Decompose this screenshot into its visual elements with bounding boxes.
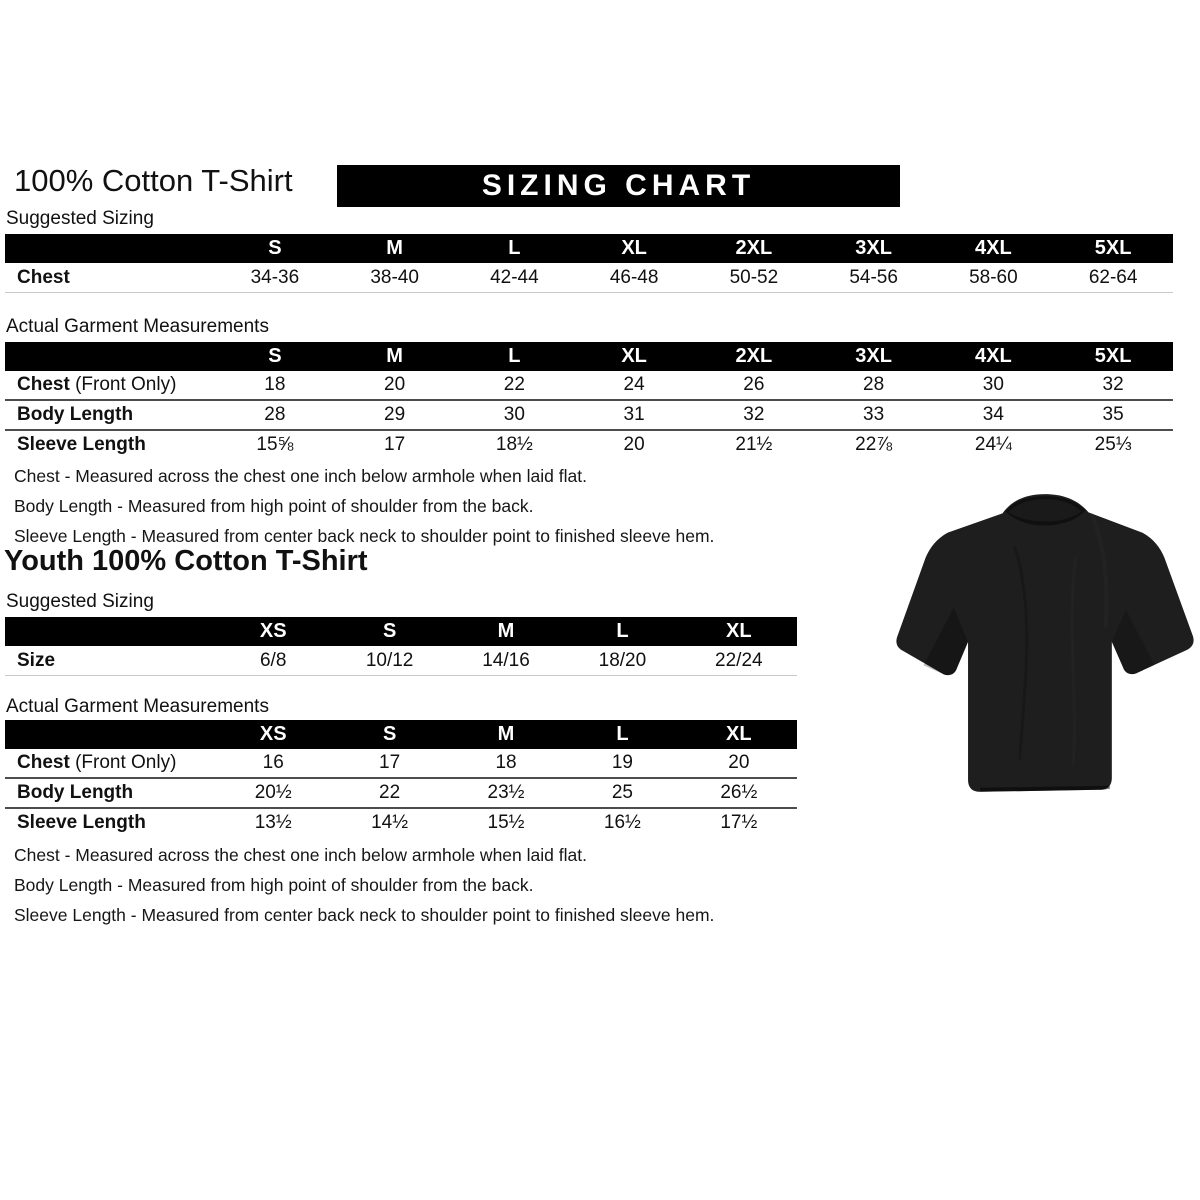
measurement-cell: 23½ [487, 782, 525, 803]
note-body-length: Body Length - Measured from high point of shoulder from the back. [14, 496, 534, 516]
measurement-cell: 34-36 [250, 266, 300, 288]
measurement-row [5, 807, 797, 837]
measurement-cell: 35 [1102, 404, 1124, 425]
measurement-row [5, 263, 1173, 293]
measurement-row [5, 749, 797, 777]
size-column-header: M [497, 723, 515, 745]
measurement-cell: 17 [384, 434, 406, 455]
note-chest: Chest - Measured across the chest one inch below armhole when laid flat. [14, 845, 587, 865]
adult-suggested-sizing-table [5, 234, 1173, 293]
size-column-header: M [497, 620, 515, 642]
measurement-row [5, 371, 1173, 399]
note-sleeve-length: Sleeve Length - Measured from center back neck to shoulder point to finished sleeve hem. [14, 526, 715, 546]
measurement-cell: 26½ [720, 782, 758, 803]
row-label: Sleeve Length [17, 812, 146, 833]
measurement-cell: 10/12 [365, 649, 414, 671]
measurement-cell: 18½ [495, 434, 533, 455]
measurement-cell: 21½ [735, 434, 773, 455]
measurement-cell: 24¼ [974, 434, 1012, 455]
measurement-cell: 20 [728, 752, 750, 773]
measurement-cell: 25⅓ [1094, 434, 1132, 455]
size-column-header: S [268, 345, 282, 367]
size-column-header: 5XL [1094, 237, 1132, 259]
row-label: Chest (Front Only) [17, 752, 177, 773]
size-column-header: S [382, 723, 397, 745]
size-column-header: M [386, 237, 403, 259]
size-column-header: XL [621, 237, 647, 259]
measurement-cell: 22⅞ [855, 434, 893, 455]
measurement-cell: 38-40 [370, 266, 419, 288]
sizing-chart-banner [337, 165, 900, 207]
size-column-header: XL [726, 620, 752, 642]
t-shirt-graphic [893, 486, 1197, 808]
measurement-cell: 22/24 [715, 649, 763, 671]
size-column-header: XS [259, 620, 287, 642]
size-column-header: XS [259, 723, 287, 745]
youth-measurement-notes [14, 840, 714, 930]
youth-suggested-sizing-heading: Suggested Sizing [6, 591, 154, 612]
measurement-row [5, 646, 797, 676]
size-column-header: XL [621, 345, 647, 367]
measurement-row [5, 429, 1173, 459]
measurement-cell: 32 [743, 404, 765, 425]
measurement-cell: 17 [379, 752, 401, 773]
size-column-header: L [616, 723, 629, 745]
measurement-cell: 19 [611, 752, 633, 773]
measurement-cell: 31 [623, 404, 645, 425]
youth-section-title: Youth 100% Cotton T-Shirt [4, 545, 368, 577]
measurement-row [5, 399, 1173, 429]
size-header-row [5, 720, 797, 749]
row-label: Size [17, 649, 56, 671]
size-column-header: M [386, 345, 403, 367]
youth-actual-measurements-heading: Actual Garment Measurements [6, 696, 269, 717]
measurement-cell: 30 [982, 374, 1004, 395]
row-label: Body Length [17, 782, 134, 803]
measurement-cell: 26 [743, 374, 765, 395]
page-title: 100% Cotton T-Shirt [14, 163, 293, 198]
row-label: Chest [17, 266, 70, 288]
measurement-cell: 18 [495, 752, 517, 773]
size-column-header: L [508, 237, 521, 259]
measurement-cell: 15⅝ [256, 434, 294, 455]
note-body-length: Body Length - Measured from high point of shoulder from the back. [14, 875, 534, 895]
size-column-header: 3XL [855, 345, 892, 367]
size-header-row [5, 342, 1173, 371]
measurement-cell: 32 [1102, 374, 1124, 395]
measurement-cell: 22 [503, 374, 525, 395]
measurement-row [5, 777, 797, 807]
measurement-cell: 33 [863, 404, 885, 425]
size-column-header: XL [726, 723, 752, 745]
measurement-cell: 29 [384, 404, 406, 425]
measurement-cell: 24 [623, 374, 645, 395]
measurement-cell: 14/16 [482, 649, 530, 671]
measurement-cell: 28 [264, 404, 286, 425]
row-label: Body Length [17, 404, 134, 425]
t-shirt-image [893, 486, 1197, 808]
measurement-cell: 50-52 [729, 266, 779, 288]
measurement-cell: 13½ [254, 812, 292, 833]
measurement-cell: 25 [611, 782, 633, 803]
size-column-header: 2XL [735, 237, 773, 259]
measurement-cell: 22 [379, 782, 401, 803]
measurement-cell: 30 [503, 404, 525, 425]
measurement-cell: 28 [863, 374, 885, 395]
size-header-row [5, 617, 797, 646]
size-column-header: 3XL [855, 237, 892, 259]
youth-actual-measurements-table [5, 720, 797, 837]
measurement-cell: 18 [264, 374, 286, 395]
measurement-cell: 16½ [603, 812, 641, 833]
measurement-cell: 15½ [487, 812, 525, 833]
measurement-cell: 17½ [720, 812, 758, 833]
row-label: Sleeve Length [17, 434, 146, 455]
measurement-cell: 46-48 [609, 266, 659, 288]
measurement-cell: 20 [623, 434, 645, 455]
size-column-header: 2XL [735, 345, 773, 367]
youth-suggested-sizing-table [5, 617, 797, 676]
adult-actual-measurements-table [5, 342, 1173, 459]
measurement-cell: 16 [262, 752, 284, 773]
measurement-cell: 6/8 [259, 649, 287, 671]
adult-measurement-notes [14, 461, 714, 551]
row-label: Chest (Front Only) [17, 374, 177, 395]
sizing-chart-banner-label: SIZING CHART [481, 169, 756, 202]
adult-suggested-sizing-heading: Suggested Sizing [6, 208, 154, 229]
adult-actual-measurements-heading: Actual Garment Measurements [6, 316, 269, 337]
measurement-cell: 54-56 [849, 266, 898, 288]
size-header-row [5, 234, 1173, 263]
size-column-header: S [382, 620, 397, 642]
size-column-header: L [616, 620, 629, 642]
size-column-header: 4XL [975, 237, 1012, 259]
measurement-cell: 62-64 [1088, 266, 1138, 288]
measurement-cell: 58-60 [969, 266, 1018, 288]
size-column-header: 5XL [1094, 345, 1132, 367]
measurement-cell: 20½ [254, 782, 292, 803]
measurement-cell: 14½ [371, 812, 409, 833]
measurement-cell: 20 [384, 374, 406, 395]
measurement-cell: 42-44 [490, 266, 539, 288]
size-column-header: L [508, 345, 521, 367]
size-column-header: 4XL [975, 345, 1012, 367]
note-chest: Chest - Measured across the chest one inch below armhole when laid flat. [14, 466, 587, 486]
measurement-cell: 34 [982, 404, 1004, 425]
size-column-header: S [268, 237, 282, 259]
measurement-cell: 18/20 [598, 649, 647, 671]
note-sleeve-length: Sleeve Length - Measured from center back neck to shoulder point to finished sleeve hem. [14, 905, 715, 925]
